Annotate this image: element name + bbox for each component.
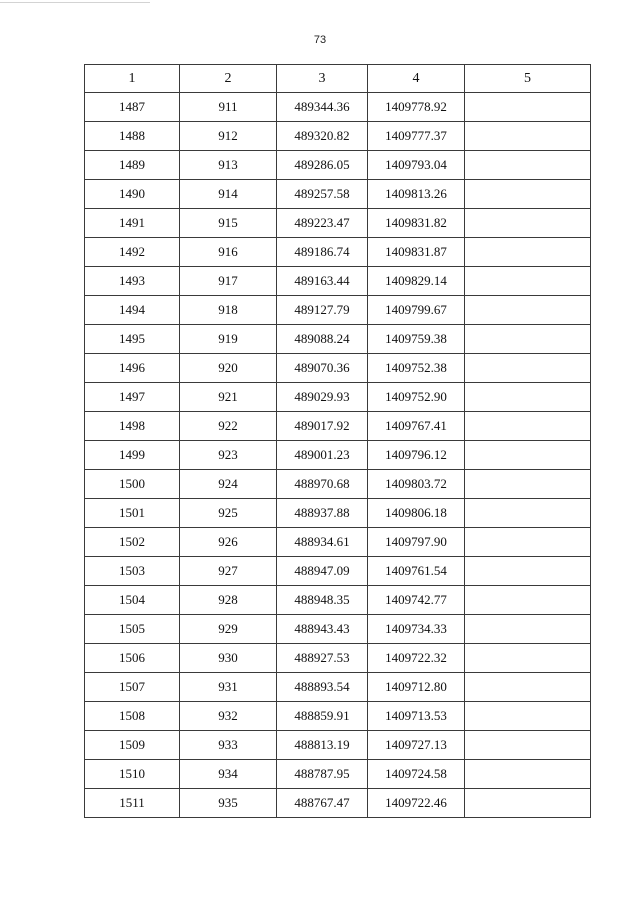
x-coordinate-cell: 488934.61 [277, 528, 368, 557]
page-number: 73 [313, 34, 327, 46]
x-coordinate-cell: 488893.54 [277, 673, 368, 702]
sequence-number-cell: 930 [180, 644, 277, 673]
x-coordinate-cell: 488787.95 [277, 760, 368, 789]
sequence-number-cell: 922 [180, 412, 277, 441]
y-coordinate-cell: 1409831.87 [368, 238, 465, 267]
x-coordinate-cell: 489029.93 [277, 383, 368, 412]
note-cell [465, 354, 591, 383]
sequence-number-cell: 914 [180, 180, 277, 209]
x-coordinate-cell: 489344.36 [277, 93, 368, 122]
table-row [85, 441, 591, 470]
table-header-row [85, 65, 591, 93]
column-header: 3 [277, 65, 368, 93]
sequence-number-cell: 926 [180, 528, 277, 557]
x-coordinate-cell: 488767.47 [277, 789, 368, 818]
table-row [85, 702, 591, 731]
point-number-cell: 1505 [85, 615, 180, 644]
point-number-cell: 1504 [85, 586, 180, 615]
sequence-number-cell: 915 [180, 209, 277, 238]
x-coordinate-cell: 489257.58 [277, 180, 368, 209]
sequence-number-cell: 929 [180, 615, 277, 644]
y-coordinate-cell: 1409799.67 [368, 296, 465, 325]
point-number-cell: 1506 [85, 644, 180, 673]
column-header: 2 [180, 65, 277, 93]
table-row [85, 151, 591, 180]
table-row [85, 238, 591, 267]
y-coordinate-cell: 1409722.46 [368, 789, 465, 818]
x-coordinate-cell: 489320.82 [277, 122, 368, 151]
y-coordinate-cell: 1409777.37 [368, 122, 465, 151]
table-row [85, 673, 591, 702]
sequence-number-cell: 924 [180, 470, 277, 499]
sequence-number-cell: 917 [180, 267, 277, 296]
note-cell [465, 528, 591, 557]
table-row [85, 760, 591, 789]
y-coordinate-cell: 1409734.33 [368, 615, 465, 644]
column-header: 1 [85, 65, 180, 93]
x-coordinate-cell: 489001.23 [277, 441, 368, 470]
note-cell [465, 267, 591, 296]
table-row [85, 615, 591, 644]
x-coordinate-cell: 488927.53 [277, 644, 368, 673]
note-cell [465, 470, 591, 499]
note-cell [465, 93, 591, 122]
sequence-number-cell: 911 [180, 93, 277, 122]
x-coordinate-cell: 489070.36 [277, 354, 368, 383]
y-coordinate-cell: 1409797.90 [368, 528, 465, 557]
y-coordinate-cell: 1409778.92 [368, 93, 465, 122]
sequence-number-cell: 927 [180, 557, 277, 586]
table-row [85, 731, 591, 760]
x-coordinate-cell: 488859.91 [277, 702, 368, 731]
x-coordinate-cell: 489186.74 [277, 238, 368, 267]
y-coordinate-cell: 1409722.32 [368, 644, 465, 673]
point-number-cell: 1492 [85, 238, 180, 267]
sequence-number-cell: 918 [180, 296, 277, 325]
table-row [85, 470, 591, 499]
x-coordinate-cell: 488943.43 [277, 615, 368, 644]
table-row [85, 325, 591, 354]
note-cell [465, 615, 591, 644]
column-header: 4 [368, 65, 465, 93]
y-coordinate-cell: 1409713.53 [368, 702, 465, 731]
table-row [85, 354, 591, 383]
table-row [85, 499, 591, 528]
point-number-cell: 1501 [85, 499, 180, 528]
note-cell [465, 122, 591, 151]
point-number-cell: 1488 [85, 122, 180, 151]
table-row [85, 528, 591, 557]
table-row [85, 296, 591, 325]
table-row [85, 586, 591, 615]
y-coordinate-cell: 1409793.04 [368, 151, 465, 180]
x-coordinate-cell: 489127.79 [277, 296, 368, 325]
x-coordinate-cell: 489017.92 [277, 412, 368, 441]
point-number-cell: 1490 [85, 180, 180, 209]
point-number-cell: 1497 [85, 383, 180, 412]
y-coordinate-cell: 1409813.26 [368, 180, 465, 209]
table-row [85, 180, 591, 209]
sequence-number-cell: 933 [180, 731, 277, 760]
note-cell [465, 789, 591, 818]
note-cell [465, 557, 591, 586]
y-coordinate-cell: 1409806.18 [368, 499, 465, 528]
table-row [85, 93, 591, 122]
sequence-number-cell: 925 [180, 499, 277, 528]
sequence-number-cell: 912 [180, 122, 277, 151]
y-coordinate-cell: 1409829.14 [368, 267, 465, 296]
y-coordinate-cell: 1409742.77 [368, 586, 465, 615]
scan-artifact-line [0, 2, 150, 6]
note-cell [465, 673, 591, 702]
point-number-cell: 1494 [85, 296, 180, 325]
point-number-cell: 1511 [85, 789, 180, 818]
x-coordinate-cell: 488937.88 [277, 499, 368, 528]
sequence-number-cell: 916 [180, 238, 277, 267]
sequence-number-cell: 923 [180, 441, 277, 470]
y-coordinate-cell: 1409724.58 [368, 760, 465, 789]
sequence-number-cell: 913 [180, 151, 277, 180]
point-number-cell: 1496 [85, 354, 180, 383]
x-coordinate-cell: 489286.05 [277, 151, 368, 180]
point-number-cell: 1502 [85, 528, 180, 557]
note-cell [465, 296, 591, 325]
note-cell [465, 760, 591, 789]
x-coordinate-cell: 489223.47 [277, 209, 368, 238]
x-coordinate-cell: 488970.68 [277, 470, 368, 499]
note-cell [465, 325, 591, 354]
point-number-cell: 1499 [85, 441, 180, 470]
y-coordinate-cell: 1409712.80 [368, 673, 465, 702]
table-body [85, 93, 591, 818]
y-coordinate-cell: 1409803.72 [368, 470, 465, 499]
sequence-number-cell: 919 [180, 325, 277, 354]
x-coordinate-cell: 488947.09 [277, 557, 368, 586]
table-row [85, 209, 591, 238]
point-number-cell: 1500 [85, 470, 180, 499]
sequence-number-cell: 921 [180, 383, 277, 412]
table-row [85, 557, 591, 586]
note-cell [465, 151, 591, 180]
note-cell [465, 499, 591, 528]
point-number-cell: 1491 [85, 209, 180, 238]
sequence-number-cell: 934 [180, 760, 277, 789]
point-number-cell: 1487 [85, 93, 180, 122]
point-number-cell: 1498 [85, 412, 180, 441]
point-number-cell: 1503 [85, 557, 180, 586]
y-coordinate-cell: 1409759.38 [368, 325, 465, 354]
table-row [85, 412, 591, 441]
y-coordinate-cell: 1409796.12 [368, 441, 465, 470]
y-coordinate-cell: 1409767.41 [368, 412, 465, 441]
sequence-number-cell: 931 [180, 673, 277, 702]
sequence-number-cell: 932 [180, 702, 277, 731]
note-cell [465, 412, 591, 441]
x-coordinate-cell: 488948.35 [277, 586, 368, 615]
table-row [85, 267, 591, 296]
point-number-cell: 1510 [85, 760, 180, 789]
note-cell [465, 180, 591, 209]
coordinates-table [84, 64, 591, 818]
point-number-cell: 1508 [85, 702, 180, 731]
sequence-number-cell: 935 [180, 789, 277, 818]
y-coordinate-cell: 1409761.54 [368, 557, 465, 586]
point-number-cell: 1509 [85, 731, 180, 760]
y-coordinate-cell: 1409831.82 [368, 209, 465, 238]
note-cell [465, 644, 591, 673]
point-number-cell: 1489 [85, 151, 180, 180]
x-coordinate-cell: 489088.24 [277, 325, 368, 354]
point-number-cell: 1495 [85, 325, 180, 354]
table-row [85, 789, 591, 818]
table-row [85, 644, 591, 673]
note-cell [465, 383, 591, 412]
x-coordinate-cell: 488813.19 [277, 731, 368, 760]
y-coordinate-cell: 1409752.90 [368, 383, 465, 412]
table-row [85, 383, 591, 412]
point-number-cell: 1507 [85, 673, 180, 702]
table-row [85, 122, 591, 151]
note-cell [465, 238, 591, 267]
column-header: 5 [465, 65, 591, 93]
note-cell [465, 702, 591, 731]
point-number-cell: 1493 [85, 267, 180, 296]
note-cell [465, 731, 591, 760]
sequence-number-cell: 928 [180, 586, 277, 615]
sequence-number-cell: 920 [180, 354, 277, 383]
note-cell [465, 441, 591, 470]
note-cell [465, 586, 591, 615]
x-coordinate-cell: 489163.44 [277, 267, 368, 296]
note-cell [465, 209, 591, 238]
y-coordinate-cell: 1409727.13 [368, 731, 465, 760]
y-coordinate-cell: 1409752.38 [368, 354, 465, 383]
